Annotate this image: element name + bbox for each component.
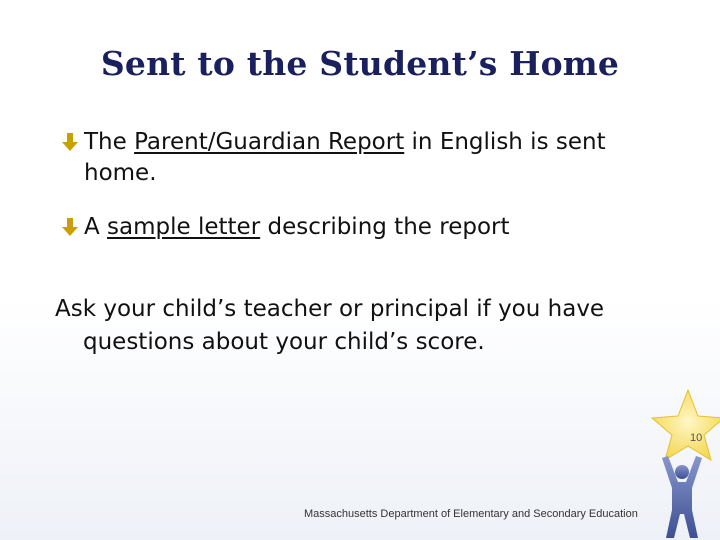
body-paragraph — [55, 293, 665, 359]
bullet-item — [60, 127, 660, 189]
sample-letter-link[interactable]: sample letter — [107, 214, 261, 240]
star-figure-logo-icon — [648, 388, 720, 540]
paragraph-line-1: Ask your child’s teacher or principal if you have — [55, 296, 605, 322]
page-number: 10 — [690, 432, 703, 444]
bullet-text — [60, 212, 660, 243]
bullet-text — [60, 127, 660, 158]
bullet-continuation: home. — [84, 160, 157, 186]
bullet-suffix: describing the report — [260, 214, 510, 240]
bullet-item — [60, 212, 660, 243]
bullet-prefix: A — [84, 214, 108, 240]
star-shape — [652, 390, 720, 460]
figure-shape — [662, 456, 702, 538]
down-arrow-bullet-icon — [60, 132, 80, 152]
footer-text: Massachusetts Department of Elementary and Secondary Education — [304, 508, 638, 520]
bullet-suffix: in English is sent — [404, 129, 606, 155]
bullet-prefix: The — [84, 129, 135, 155]
parent-guardian-report-link[interactable]: Parent/Guardian Report — [134, 129, 405, 155]
slide-title: Sent to the Student’s Home — [100, 44, 620, 83]
paragraph-line-2: questions about your child’s score. — [83, 329, 485, 355]
down-arrow-bullet-icon — [60, 217, 80, 237]
